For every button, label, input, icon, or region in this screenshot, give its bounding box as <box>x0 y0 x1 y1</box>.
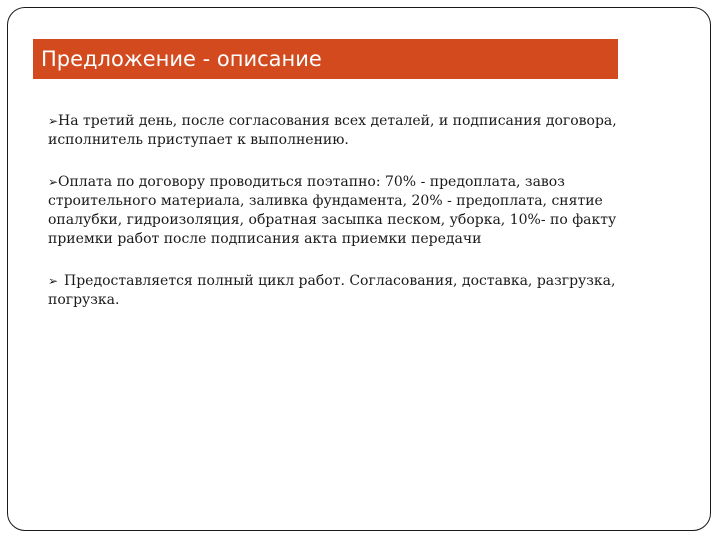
bullet-paragraph-1 <box>48 112 628 150</box>
bullet-paragraph-3 <box>48 272 628 310</box>
arrow-bullet-icon: ➢ <box>48 274 59 288</box>
slide-frame <box>7 7 711 531</box>
slide-title: Предложение - описание <box>41 47 322 71</box>
paragraph-text: Оплата по договору проводиться поэтапно: 70% - предоплата, завоз строительного материала, заливка фундамента, 20% - предоплата, снятие опалубки, гидроизоляция, обратная засыпка песком, уборка, 10%- по факту приемки работ после подписания акта приемки передачи <box>48 174 617 247</box>
slide-content <box>48 112 628 333</box>
paragraph-text: Предоставляется полный цикл работ. Согласования, доставка, разгрузка, погрузка. <box>48 273 616 308</box>
arrow-bullet-icon: ➢ <box>48 175 59 189</box>
paragraph-text: На третий день, после согласования всех деталей, и подписания договора, исполнитель приступает к выполнению. <box>48 113 617 148</box>
bullet-paragraph-2 <box>48 173 628 249</box>
arrow-bullet-icon: ➢ <box>48 114 59 128</box>
title-bar <box>33 39 618 79</box>
